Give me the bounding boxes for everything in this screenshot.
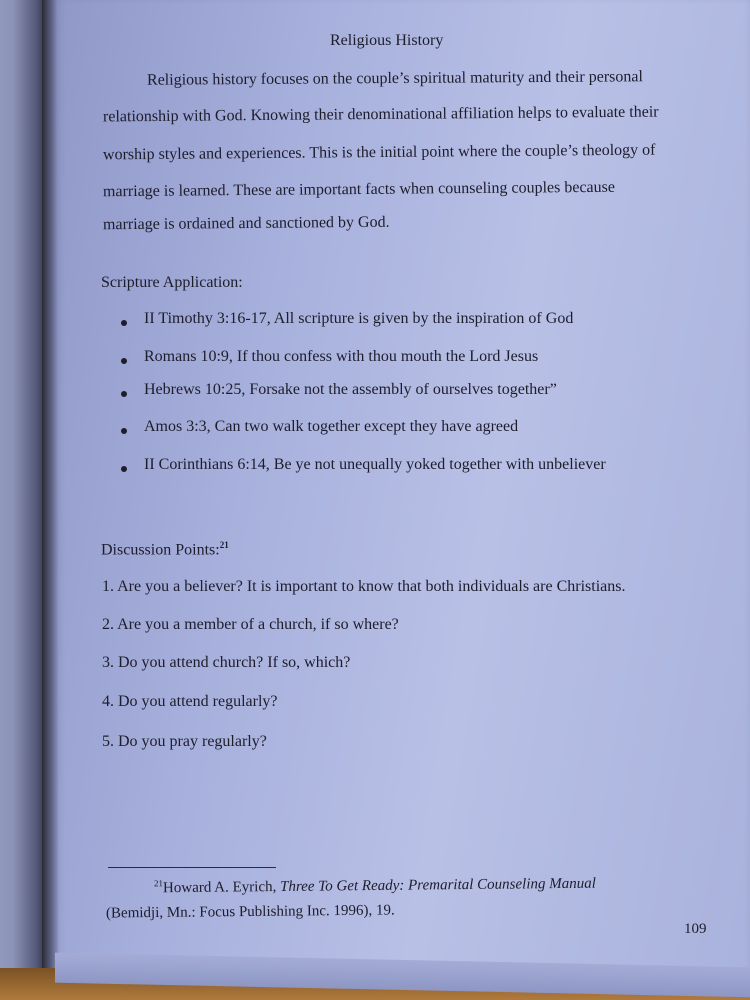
discussion-heading [101,540,229,559]
discussion-item [102,693,278,711]
item-text: Do you attend regularly? [118,693,278,710]
footnote-publication: (Bemidji, Mn.: Focus Publishing Inc. 1996), 19. [105,902,395,922]
item-text: Do you attend church? If so, which? [118,654,351,671]
discussion-item [102,733,267,751]
bullet-dot [121,391,127,397]
bullet-dot [121,466,127,472]
paragraph-line-1: Religious history focuses on the couple’s spiritual maturity and their personal [146,68,643,89]
discussion-item [102,654,350,672]
scripture-item: Amos 3:3, Can two walk together except they have agreed [144,418,519,435]
footnote-divider [108,867,276,868]
item-text: Are you a believer? It is important to know that both individuals are Christians. [117,578,626,595]
paragraph-line-5: marriage is ordained and sanctioned by God. [102,213,390,234]
item-number: 5. [102,733,114,750]
paragraph-line-4: marriage is learned. These are important facts when counseling couples because [102,178,616,201]
scripture-item: II Corinthians 6:14, Be ye not unequally yoked together with unbeliever [144,456,606,473]
item-text: Are you a member of a church, if so where? [117,616,399,633]
footnote-book-title: Three To Get Ready: Premarital Counseling Manual [279,875,596,895]
scripture-heading: Scripture Application: [101,274,243,291]
item-number: 2. [102,616,114,633]
item-number: 3. [102,654,114,671]
footnote-author: Howard A. Eyrich, [162,878,281,897]
page-number: 109 [684,921,707,937]
footnote-number: 21 [153,878,164,889]
discussion-item [102,578,625,596]
item-number: 4. [102,693,114,710]
paragraph-line-2: relationship with God. Knowing their denominational affiliation helps to evaluate their [102,103,659,126]
paragraph-line-3: worship styles and experiences. This is the initial point where the couple’s theology of [102,141,656,164]
discussion-heading-label: Discussion Points: [101,541,220,559]
scripture-item: Romans 10:9, If thou confess with thou mouth the Lord Jesus [144,348,539,365]
scripture-item: Hebrews 10:25, Forsake not the assembly of ourselves together” [144,381,557,398]
bullet-dot [121,428,127,434]
footnote-reference: 21 [219,540,229,550]
facing-page [0,0,48,1000]
page-title: Religious History [330,32,444,49]
item-number: 1. [102,578,114,595]
bullet-dot [121,320,127,326]
discussion-item [102,616,399,634]
item-text: Do you pray regularly? [118,733,267,750]
bullet-dot [121,358,127,364]
scripture-item: II Timothy 3:16-17, All scripture is given by the inspiration of God [144,310,574,327]
book-gutter [42,0,58,1000]
